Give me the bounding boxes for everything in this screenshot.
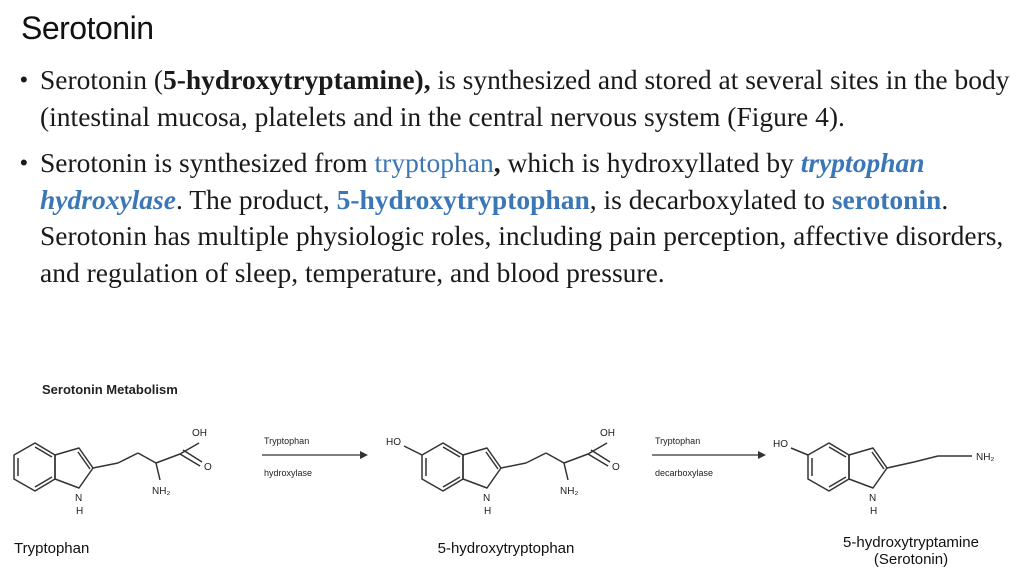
bullet2-comma: , (493, 147, 501, 178)
5-hydroxytryptophan-structure (404, 443, 610, 491)
atom-h: H (484, 506, 492, 517)
bullet2-text-a: Serotonin is synthesized from (40, 147, 375, 178)
bullet-dot: • (20, 150, 28, 175)
atom-n: N (483, 493, 491, 504)
bullet-dot: • (20, 67, 28, 92)
arrow2-label-top: Tryptophan (655, 436, 701, 446)
atom-h: H (870, 506, 878, 517)
reaction-arrows (262, 451, 766, 459)
bullet2-5htp: 5-hydroxytryptophan (336, 183, 590, 215)
slide-title: Serotonin (21, 10, 154, 46)
compound-label-serotonin (806, 534, 1016, 568)
compound-label-tryptophan: Tryptophan (14, 540, 90, 557)
compound-label-serotonin-line2: (Serotonin) (873, 551, 949, 568)
bullet2-text-e: . Serotonin has multiple physiologic roles, including pain perception, affective disorders, and regulation of sleep, temperature, and blood pressure. (40, 183, 1004, 288)
bullet1-5ht: 5-hydroxytryptamine), (162, 64, 431, 95)
atom-nh2: NH₂ (560, 486, 579, 497)
atom-oh: OH (600, 428, 615, 439)
arrow1-label-bottom: hydroxylase (264, 468, 313, 478)
bullet2-text-b: which is hydroxyllated by (500, 147, 801, 178)
compound-label-5htp: 5-hydroxytryptophan (437, 540, 575, 557)
atom-h: H (76, 506, 84, 517)
tryptophan-structure (14, 443, 202, 491)
atom-o: O (204, 462, 212, 473)
atom-n: N (75, 493, 83, 504)
diagram-title: Serotonin Metabolism (42, 382, 178, 397)
bullet-item-1 (20, 62, 1010, 135)
compound-label-serotonin-line1: 5-hydroxytryptamine (843, 534, 979, 551)
atom-o: O (612, 462, 620, 473)
bullet2-serotonin: serotonin (831, 183, 942, 215)
arrow2-label-bottom: decarboxylase (655, 468, 714, 478)
serotonin-metabolism-diagram (0, 372, 1024, 576)
bullet-item-2 (20, 145, 1010, 291)
serotonin-structure (791, 443, 972, 491)
atom-n: N (869, 493, 877, 504)
arrow1-label-top: Tryptophan (264, 436, 310, 446)
atom-nh2: NH₂ (976, 452, 995, 463)
bullet1-text-b: is synthesized and stored at several sites in the body (intestinal mucosa, platelets and in the central nervous system (Figure 4). (40, 64, 1010, 132)
atom-ho: HO (386, 437, 401, 448)
bullet-list (20, 62, 1010, 301)
atom-ho: HO (773, 439, 788, 450)
bullet2-text-c: . The product, (175, 183, 337, 215)
bullet1-text-a: Serotonin ( (40, 64, 163, 95)
atom-oh: OH (192, 428, 207, 439)
bullet2-text-d: , is decarboxylated to (589, 183, 832, 215)
atom-nh2: NH₂ (152, 486, 171, 497)
bullet2-enzyme: tryptophan hydroxylase (40, 147, 925, 215)
bullet2-tryptophan: tryptophan (374, 147, 494, 178)
